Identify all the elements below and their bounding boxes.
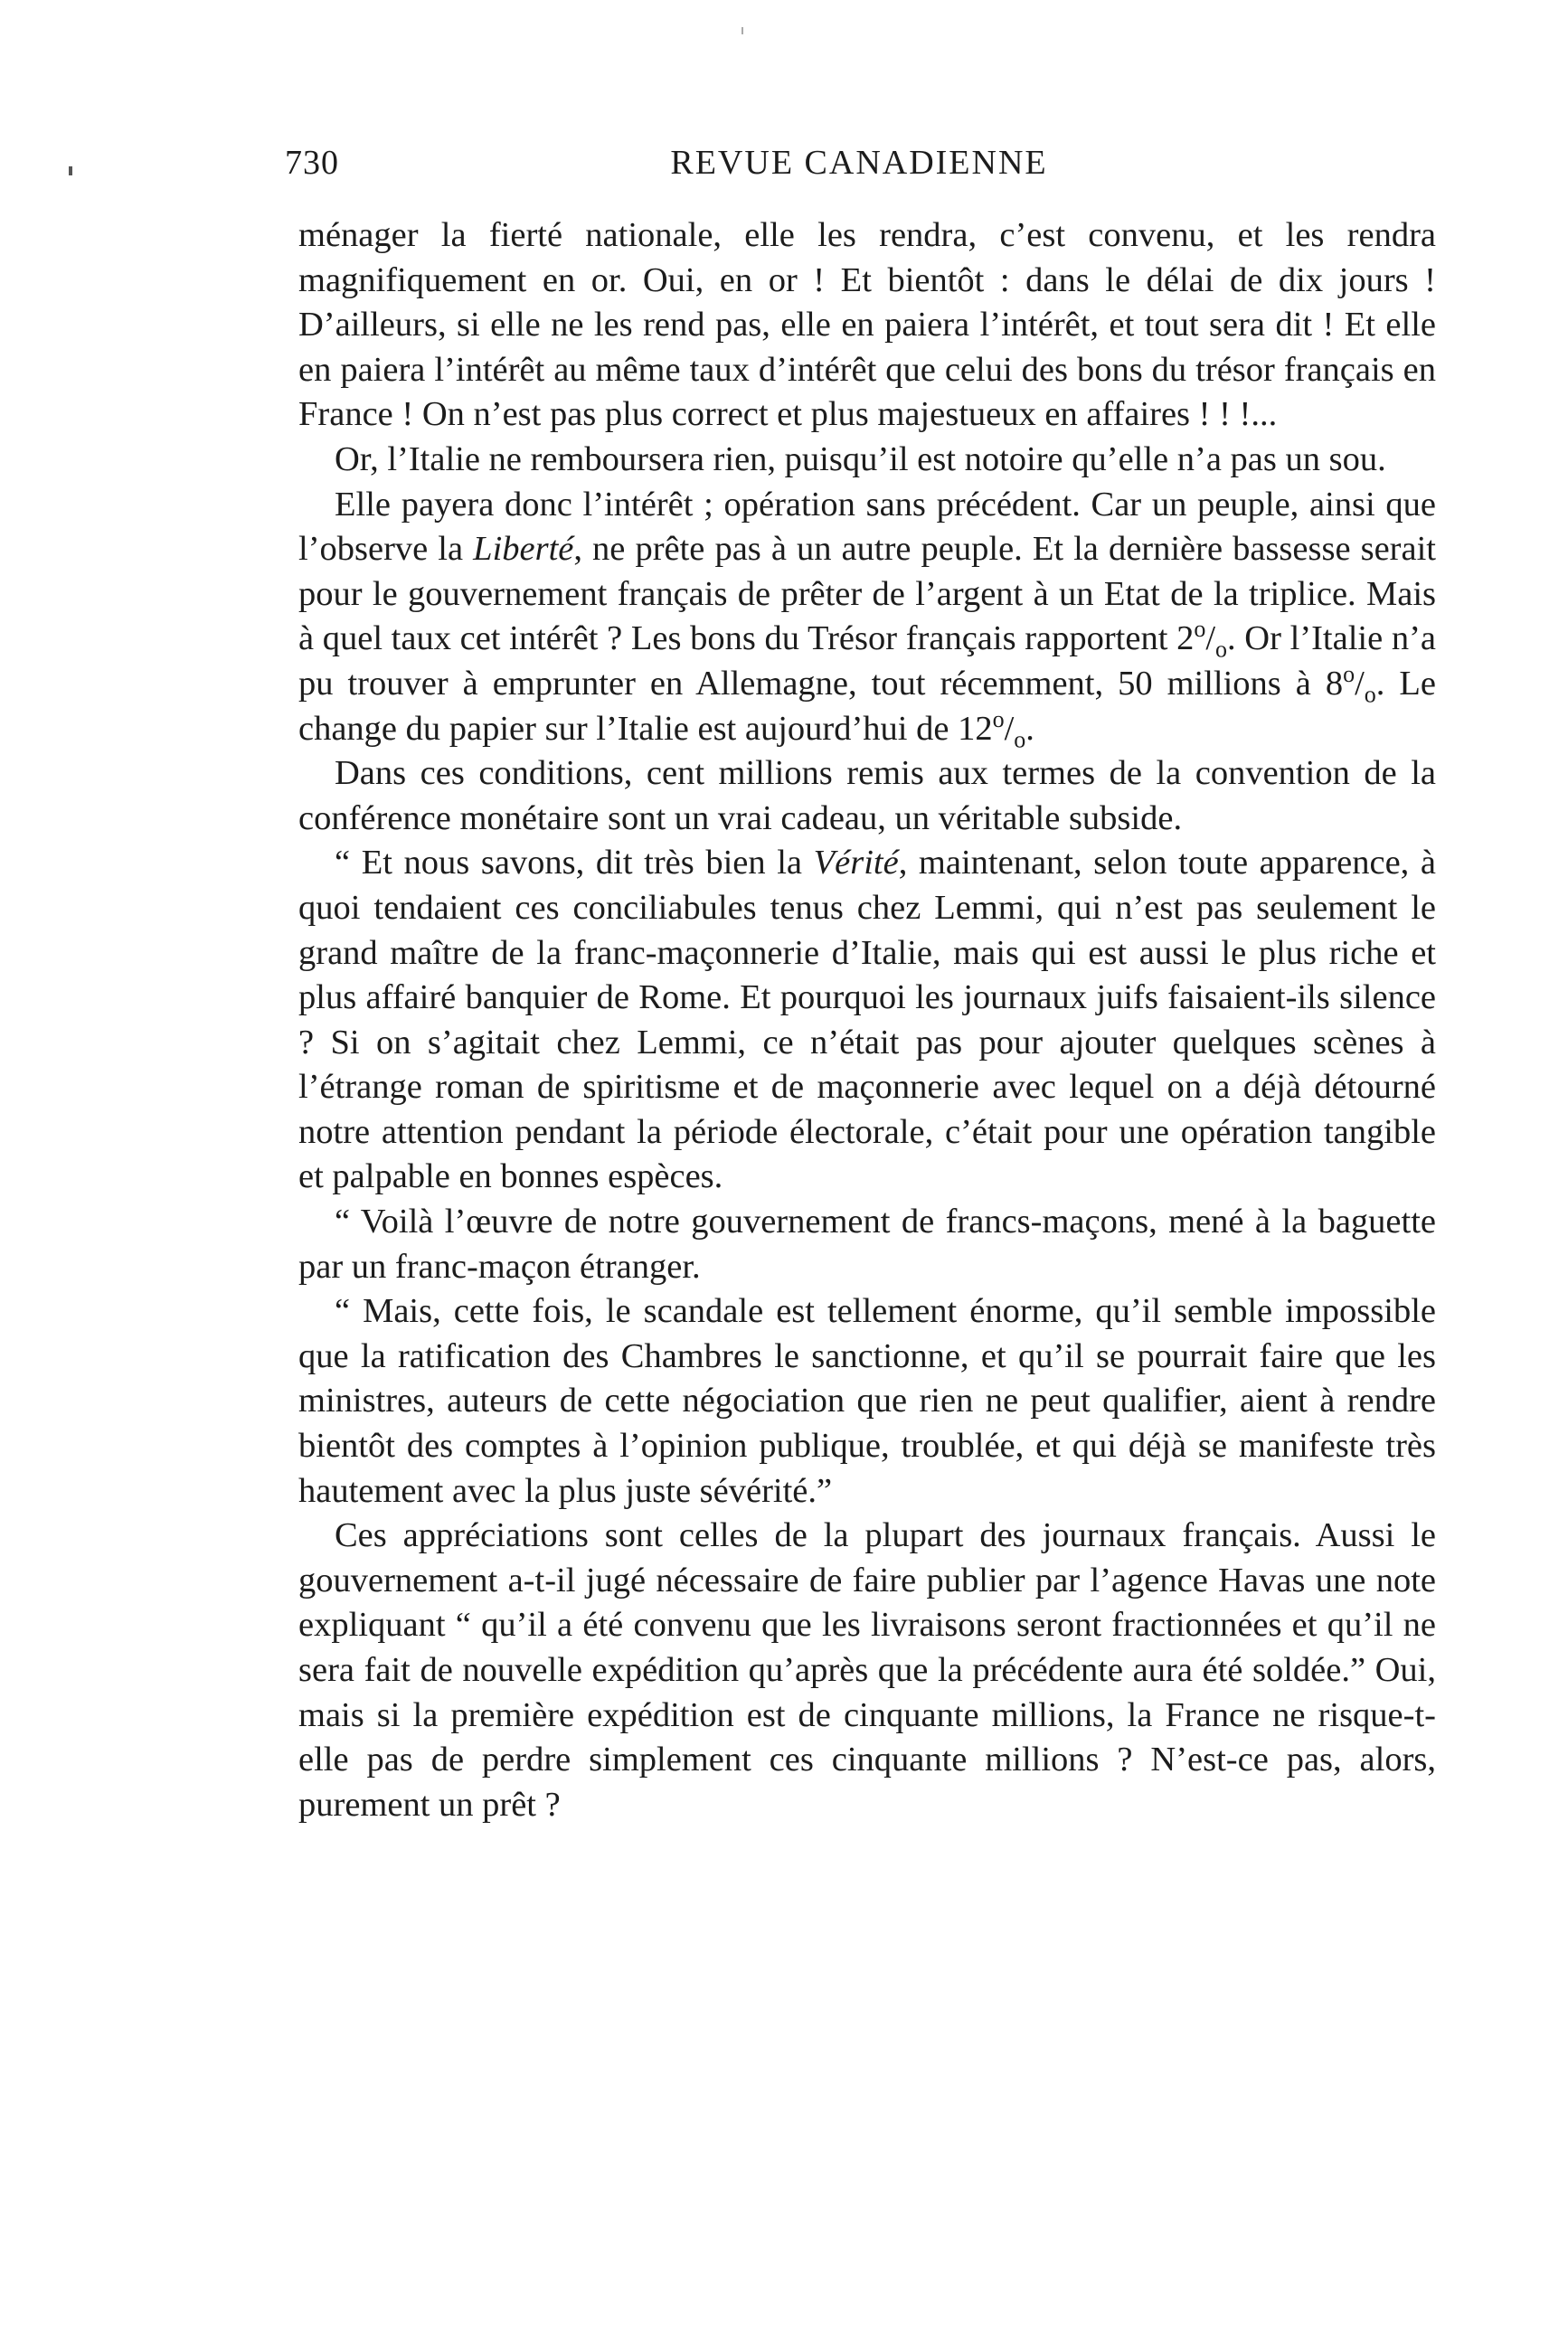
paragraph — [298, 213, 1436, 438]
percent-superscript: o — [1194, 616, 1206, 643]
text-run: “ Et nous savons, dit très bien la — [335, 844, 814, 882]
paragraph — [298, 1200, 1436, 1289]
paragraph — [298, 751, 1436, 841]
percent-subscript: o — [1014, 726, 1026, 753]
text-run: / — [1205, 619, 1216, 658]
scan-speck-left — [69, 166, 72, 175]
italic-title: Vérité — [813, 844, 899, 882]
text-run: “ Voilà l’œuvre de notre gouvernement de francs-maçons, mené à la baguette par un franc-maçon étranger. — [298, 1203, 1436, 1286]
journal-title: REVUE CANADIENNE — [670, 144, 1048, 182]
text-run: , ne prête pas à un autre peuple. Et la dernière bassesse serait pour le gouvernement français de prêter de l’argent à un Etat de la triplice. Mais à quel taux cet intérêt ? Les bons du Trésor français rapportent 2 — [298, 530, 1436, 658]
text-run: Elle payera donc l’intérêt ; opération sans précédent. Car un peuple, ainsi que l’observe la — [298, 485, 1436, 569]
text-run: / — [1355, 664, 1365, 703]
text-run: . — [1025, 709, 1034, 748]
percent-subscript: o — [1215, 637, 1228, 664]
text-run: , maintenant, selon toute apparence, à quoi tendaient ces conciliabules tenus chez Lemmi, qui n’est pas seulement le grand maître de la franc-maçonnerie d’Italie, mais qui est aussi le plus riche et plus affairé banquier de Rome. Et pourquoi les journaux juifs faisaient-ils silence ? Si on s’agitait chez Lemmi, ce n’était pas pour ajouter quelques scènes à l’étrange roman de spiritisme et de maçonnerie avec lequel on a déjà détourné notre attention pendant la période électorale, c’était pour une opération tangible et palpable en bonnes espèces. — [298, 844, 1437, 1196]
italic-title: Liberté — [473, 530, 574, 569]
paragraph — [298, 483, 1436, 752]
percent-superscript: o — [992, 705, 1005, 732]
paragraph — [298, 1289, 1436, 1514]
text-run: . Or l’Italie n’a pu trouver à emprunter en Allemagne, tout récemment, 50 millions à 8 — [298, 619, 1436, 703]
running-head — [285, 143, 1433, 197]
text-run: Or, l’Italie ne remboursera rien, puisqu’il est notoire qu’elle n’a pas un sou. — [335, 439, 1386, 478]
paragraph — [298, 1514, 1436, 1827]
scan-speck-top — [741, 27, 743, 34]
page-number: 730 — [285, 144, 339, 182]
percent-subscript: o — [1364, 681, 1376, 708]
percent-superscript: o — [1343, 661, 1355, 688]
text-run: / — [1004, 709, 1015, 748]
text-run: . Le change du papier sur l’Italie est aujourd’hui de 12 — [298, 664, 1436, 748]
text-run: “ Mais, cette fois, le scandale est tellement énorme, qu’il semble impossible que la ratification des Chambres le sanctionne, et qu’il se pourrait faire que les ministres, auteurs de cette négociation que rien ne peut qualifier, aient à rendre bientôt des comptes à l’opinion publique, troublée, et qui déjà se manifeste très hautement avec la plus juste sévérité.” — [298, 1292, 1436, 1510]
text-run: Dans ces conditions, cent millions remis aux termes de la convention de la conférence monétaire sont un vrai cadeau, un véritable subside. — [298, 754, 1436, 837]
text-run: ménager la fierté nationale, elle les rendra, c’est convenu, et les rendra magnifiquement en or. Oui, en or ! Et bientôt : dans le délai de dix jours ! D’ailleurs, si elle ne les rend pas, elle en paiera l’intérêt, et tout sera dit ! Et elle en paiera l’intérêt au même taux d’intérêt que celui des bons du trésor français en France ! On n’est pas plus correct et plus majestueux en affaires ! ! !... — [298, 216, 1436, 434]
text-run: Ces appréciations sont celles de la plupart des journaux français. Aussi le gouvernement a-t-il jugé nécessaire de faire publier par l’agence Havas une note expliquant “ qu’il a été convenu que les livraisons seront fractionnées et qu’il ne sera fait de nouvelle expédition qu’après que la précédente aura été soldée.” Oui, mais si la première expédition est de cinquante millions, la France ne risque-t-elle pas de perdre simplement ces cinquante millions ? N’est-ce pas, alors, purement un prêt ? — [298, 1516, 1436, 1824]
paragraph — [298, 841, 1436, 1200]
article-text — [298, 213, 1436, 1827]
paragraph — [298, 438, 1436, 483]
